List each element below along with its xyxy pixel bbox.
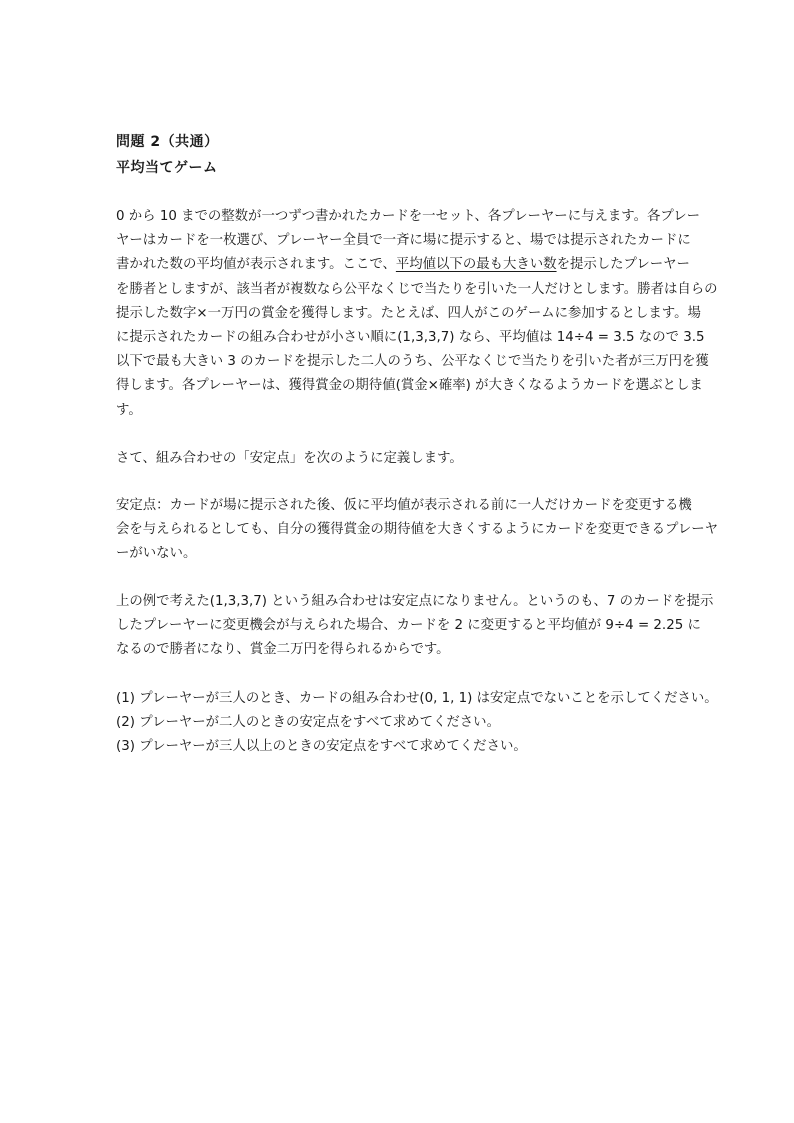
question-list: [116, 687, 718, 760]
underlined-phrase: 平均値以下の最も大きい数: [395, 257, 557, 273]
example-paragraph: [116, 590, 714, 663]
question-item: (3) プレーヤーが三人以上のときの安定点をすべて求めてください。: [116, 739, 527, 755]
definition-intro-line: さて、組み合わせの「安定点」を次のように定義します。: [116, 451, 463, 466]
intro-line-tail: を提示したプレーヤー: [556, 257, 690, 273]
intro-line-with-underline: [116, 253, 696, 277]
intro-line: を勝者としますが、該当者が複数なら公平なくじで当たりを引いた一人だけとします。勝者は自らの: [116, 281, 718, 297]
example-line: 上の例で考えた(1,3,3,7) という組み合わせは安定点になりません。というのも、7 のカードを提示: [116, 594, 714, 609]
definition-line: ーがいない。: [116, 546, 197, 562]
intro-line-head: 書かれた数の平均値が表示されます。ここで、: [116, 257, 396, 273]
intro-line: 以下で最も大きい 3 のカードを提示した二人のうち、公平なくじで当たりを引いた者が三万円を獲: [116, 354, 709, 370]
example-line: なるので勝者になり、賞金二万円を得られるからです。: [116, 642, 450, 658]
intro-line: に提示されたカードの組み合わせが小さい順に(1,3,3,7) なら、平均値は 14÷4 = 3.5 なので 3.5: [116, 329, 705, 345]
example-line: したプレーヤーに変更機会が与えられた場合、カードを 2 に変更すると平均値が 9÷4 = 2.25 に: [116, 618, 701, 634]
problem-title: 平均当てゲーム: [116, 160, 218, 176]
intro-line: す。: [116, 402, 142, 418]
stable-point-definition: [116, 494, 719, 567]
definition-intro: [116, 447, 696, 471]
definition-line: 安定点：カードが場に提示された後、仮に平均値が表示される前に一人だけカードを変更する機: [116, 498, 692, 513]
intro-line: ヤーはカードを一枚選び、プレーヤー全員で一斉に場に提示すると、場では提示されたカードに: [116, 233, 691, 249]
definition-line: 会を与えられるとしても、自分の獲得賞金の期待値を大きくするようにカードを変更できるプレーヤ: [116, 522, 719, 538]
intro-paragraph: [116, 205, 718, 423]
question-item: (2) プレーヤーが二人のときの安定点をすべて求めてください。: [116, 715, 500, 731]
problem-number: 問題 2（共通）: [116, 134, 219, 150]
intro-line: 0 から 10 までの整数が一つずつ書かれたカードを一セット、各プレーヤーに与えます。各プレー: [116, 209, 700, 224]
question-item: (1) プレーヤーが三人のとき、カードの組み合わせ(0, 1, 1) は安定点でないことを示してください。: [116, 691, 718, 706]
intro-line: 提示した数字×一万円の賞金を獲得します。たとえば、四人がこのゲームに参加するとします。場: [116, 305, 701, 321]
intro-line: 得します。各プレーヤーは、獲得賞金の期待値(賞金×確率) が大きくなるようカードを選ぶとしま: [116, 378, 703, 394]
